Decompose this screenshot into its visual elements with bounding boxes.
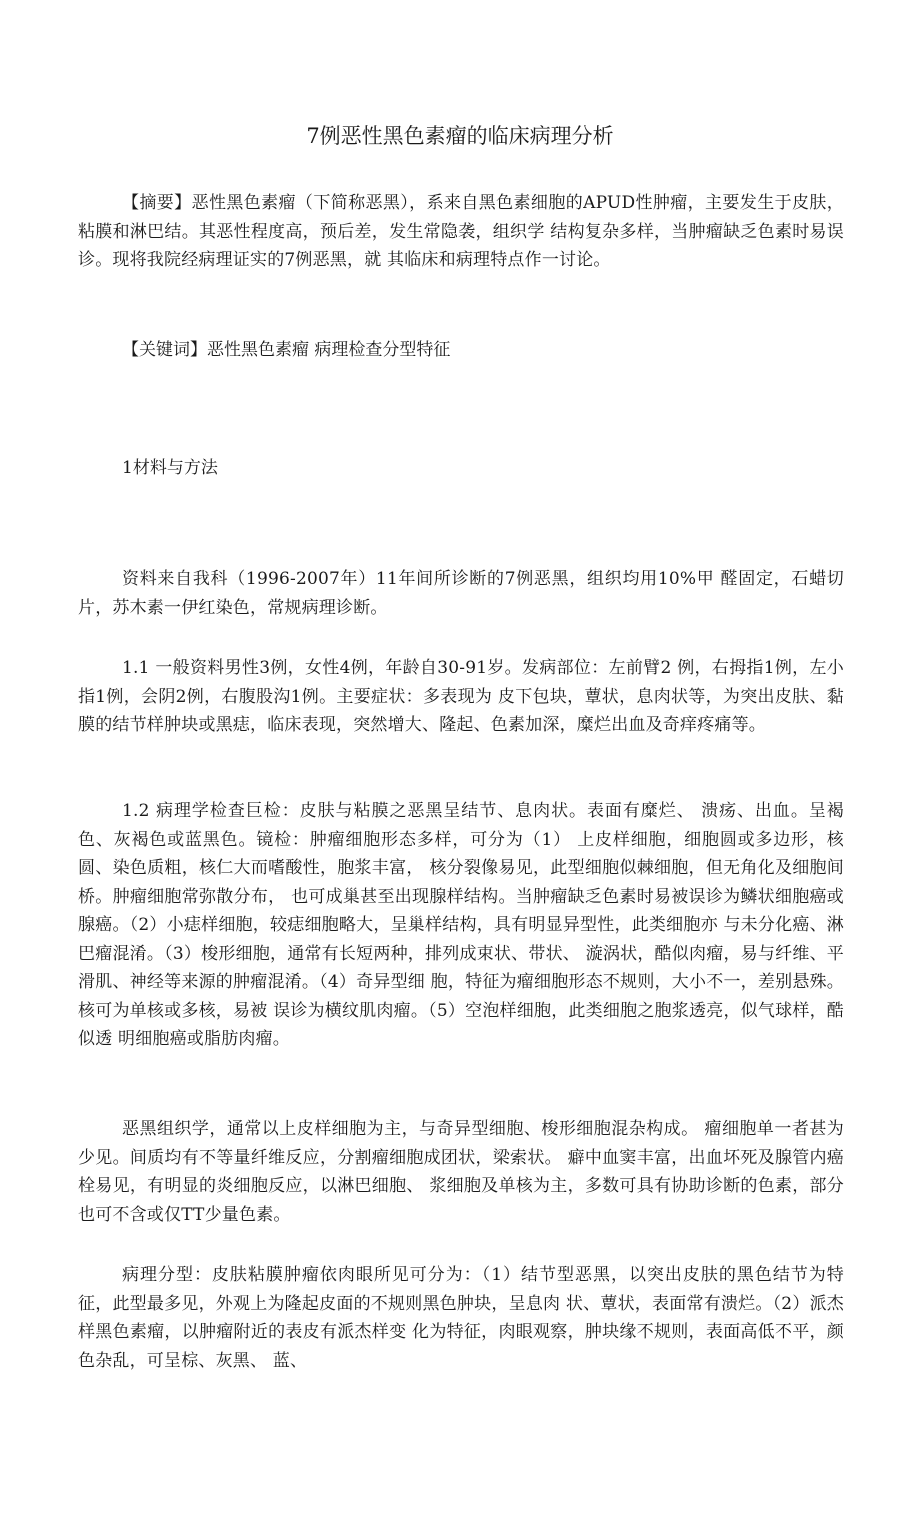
paragraph-data-source: 资料来自我科（1996-2007年）11年间所诊断的7例恶黑，组织均用10%甲 醛固定，石蜡切片，苏木素一伊红染色，常规病理诊断。 bbox=[78, 569, 844, 618]
document-title: 7例恶性黑色素瘤的临床病理分析 bbox=[306, 124, 614, 148]
paragraph-pathology-exam: 1.2 病理学检查巨检：皮肤与粘膜之恶黑呈结节、息肉状。表面有糜烂、 溃疡、出血。呈褐色、灰褐色或蓝黑色。镜检：肿瘤细胞形态多样，可分为（1） 上皮样细胞，细胞圆或多边形，核圆、染色质粗，核仁大而嗜酸性，胞浆丰富， 核分裂像易见，此型细胞似棘细胞，但无角化及细胞间桥。肿瘤细胞常弥散分布， 也可成巢甚至出现腺样结构。当肿瘤缺乏色素时易被误诊为鳞状细胞癌或腺癌。（2）小痣样细胞，较痣细胞略大，呈巢样结构，具有明显异型性，此类细胞亦 与未分化癌、淋巴瘤混淆。（3）梭形细胞，通常有长短两种，排列成束状、带状、 漩涡状，酷似肉瘤，易与纤维、平滑肌、神经等来源的肿瘤混淆。（4）奇异型细 胞，特征为瘤细胞形态不规则，大小不一，差别悬殊。核可为单核或多核，易被 误诊为横纹肌肉瘤。（5）空泡样细胞，此类细胞之胞浆透亮，似气球样，酷似透 明细胞癌或脂肪肉瘤。 bbox=[78, 801, 844, 1049]
paragraph-pathological-classification: 病理分型：皮肤粘膜肿瘤依肉眼所见可分为：（1）结节型恶黑，以突出皮肤的黑色结节为特征，此型最多见，外观上为隆起皮面的不规则黑色肿块，呈息肉 状、蕈状，表面常有溃烂。（2）派杰样黑色素瘤，以肿瘤附近的表皮有派杰样变 化为特征，肉眼观察，肿块缘不规则，表面高低不平，颜色杂乱，可呈棕、灰黑、 蓝、 bbox=[78, 1265, 844, 1371]
section-heading-materials-methods: 1材料与方法 bbox=[122, 458, 218, 478]
keywords-line: 【关键词】恶性黑色素瘤 病理检查分型特征 bbox=[122, 340, 451, 360]
paragraph-general-data: 1.1 一般资料男性3例，女性4例，年龄自30-91岁。发病部位：左前臂2 例，右拇指1例，左小指1例，会阴2例，右腹股沟1例。主要症状：多表现为 皮下包块，蕈状，息肉状等，为突出皮肤、黏膜的结节样肿块或黑痣，临床表现，突然增大、隆起、色素加深，糜烂出血及奇痒疼痛等。 bbox=[78, 658, 844, 735]
paragraph-histology: 恶黑组织学，通常以上皮样细胞为主，与奇异型细胞、梭形细胞混杂构成。 瘤细胞单一者甚为少见。间质均有不等量纤维反应，分割瘤细胞成团状，梁索状。 癖中血窦丰富，出血坏死及腺管内癌栓易见，有明显的炎细胞反应，以淋巴细胞、 浆细胞及单核为主，多数可具有协助诊断的色素，部分也可不含或仅TT少量色素。 bbox=[78, 1119, 844, 1225]
abstract-paragraph: 【摘要】恶性黑色素瘤（下简称恶黑），系来自黑色素细胞的APUD性肿瘤，主要发生于皮肤，粘膜和淋巴结。其恶性程度高，预后差，发生常隐袭，组织学 结构复杂多样，当肿瘤缺乏色素时易误诊。现将我院经病理证实的7例恶黑，就 其临床和病理特点作一讨论。 bbox=[78, 193, 844, 270]
